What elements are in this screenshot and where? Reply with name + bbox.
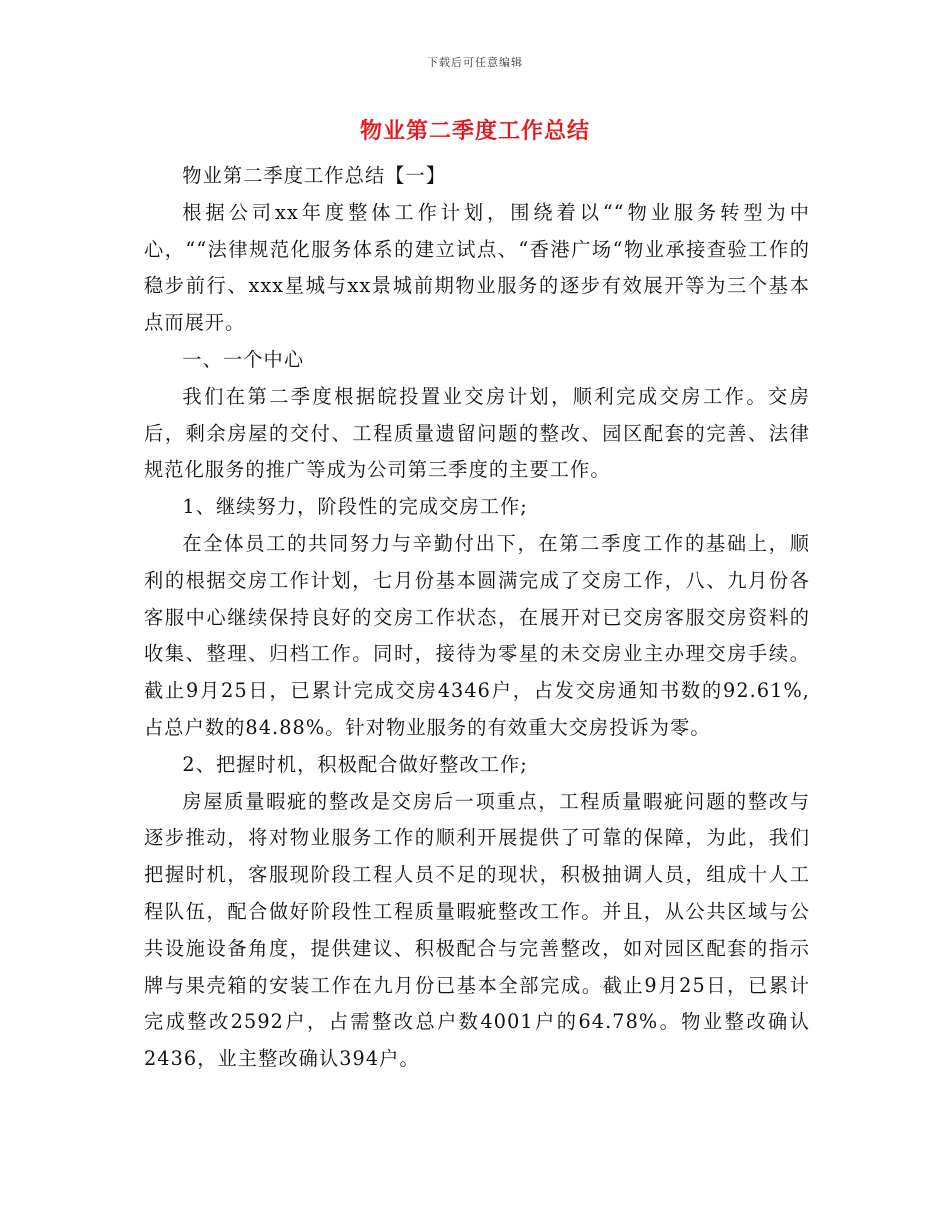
section-heading: 一、一个中心 xyxy=(182,347,305,371)
paragraph-center: 我们在第二季度根据皖投置业交房计划，顺利完成交房工作。交房后，剩余房屋的交付、工程质量遗留问题的整改、园区配套的完善、法律规范化服务的推广等成为公司第三季度的主要工作。 xyxy=(144,384,810,482)
paragraph-rectification: 房屋质量暇疵的整改是交房后一项重点，工程质量暇疵问题的整改与逐步推动，将对物业服务工作的顺利开展提供了可靠的保障，为此，我们把握时机，客服现阶段工程人员不足的现状，积极抽调人员，组成十人工程队伍，配合做好阶段性工程质量暇疵整改工作。并且，从公共区域与公共设施设备角度，提供建议、积极配合与完善整改，如对园区配套的指示牌与果壳箱的安装工作在九月份已基本全部完成。截止9月25日，已累计完成整改2592户，占需整改总户数4001户的64.78%。物业整改确认2436，业主整改确认394户。 xyxy=(144,789,810,1071)
paragraph-intro: 根据公司xx年度整体工作计划，围绕着以““物业服务转型为中心，““法律规范化服务体系的建立试点、“香港广场“物业承接查验工作的稳步前行、xxx星城与xx景城前期物业服务的逐步有效展开等为三个基本点而展开。 xyxy=(144,200,810,335)
header-note: 下载后可任意编辑 xyxy=(427,56,523,69)
section-heading: 物业第二季度工作总结【一】 xyxy=(182,164,447,187)
document-title: 物业第二季度工作总结 xyxy=(359,119,590,144)
paragraph-handover: 在全体员工的共同努力与辛勤付出下，在第二季度工作的基础上，顺利的根据交房工作计划，七月份基本圆满完成了交房工作，八、九月份各客服中心继续保持良好的交房工作状态，在展开对已交房客服交房资料的收集、整理、归档工作。同时，接待为零星的未交房业主办理交房手续。截止9月25日，已累计完成交房4346户，占发交房通知书数的92.61%,占总户数的84.88%。针对物业服务的有效重大交房投诉为零。 xyxy=(144,531,810,739)
subsection-heading: 2、把握时机，积极配合做好整改工作; xyxy=(182,752,528,776)
document-body xyxy=(144,158,810,1078)
subsection-heading: 1、继续努力，阶段性的完成交房工作; xyxy=(182,495,528,519)
